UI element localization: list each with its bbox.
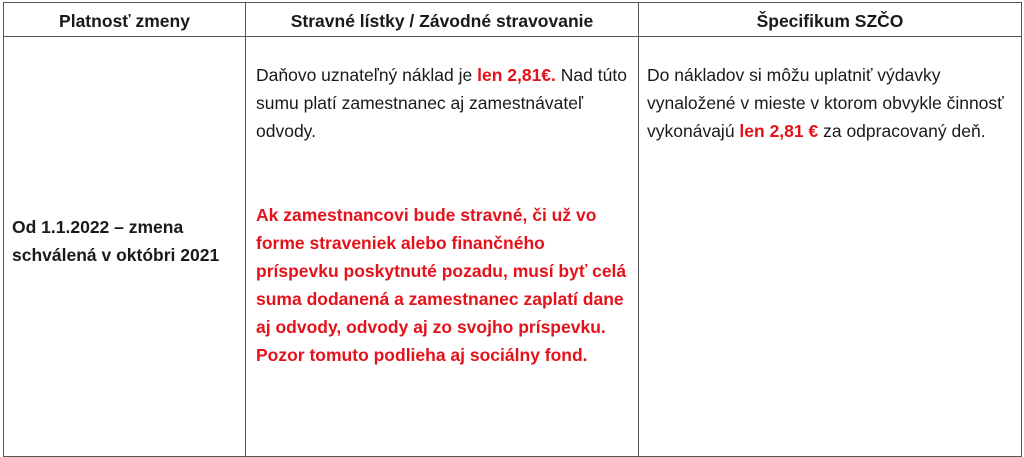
header-period: Platnosť zmeny (4, 3, 246, 37)
cell-szco (639, 37, 1022, 457)
cell-period (4, 37, 246, 457)
meals-levies-text: Nad túto sumu platí zamestnanec aj zamestnávateľ odvody. (256, 65, 627, 141)
cell-meals (246, 37, 639, 457)
szco-text-prefix: Do nákladov si môžu uplatniť výdavky vynaložené v mieste v ktorom obvykle činnosť vykonávajú (647, 65, 1004, 141)
table-row (4, 37, 1022, 457)
meals-warning-text: Ak zamestnancovi bude stravné, či už vo forme straveniek alebo finančného príspevku poskytnuté pozadu, musí byť celá suma dodanená a zamestnanec zaplatí dane aj odvody, odvody aj zo svojho príspevku. Pozor tomuto podlieha aj sociálny fond. (256, 205, 627, 365)
meals-deductible-text: Daňovo uznateľný náklad je (256, 65, 478, 85)
szco-paragraph (647, 61, 1011, 145)
meal-allowance-table (3, 2, 1022, 457)
header-szco: Špecifikum SZČO (639, 3, 1022, 37)
szco-text-suffix: za odpracovaný deň. (818, 121, 986, 141)
szco-amount: len 2,81 € (739, 121, 819, 141)
period-text: Od 1.1.2022 – zmena schválená v októbri 2021 (12, 216, 220, 265)
meals-deductible-amount: len 2,81€. (477, 65, 556, 85)
table-header-row (4, 3, 1022, 37)
header-meals: Stravné lístky / Závodné stravovanie (246, 3, 639, 37)
meals-deductible-paragraph (256, 61, 628, 145)
spacer (256, 145, 628, 201)
